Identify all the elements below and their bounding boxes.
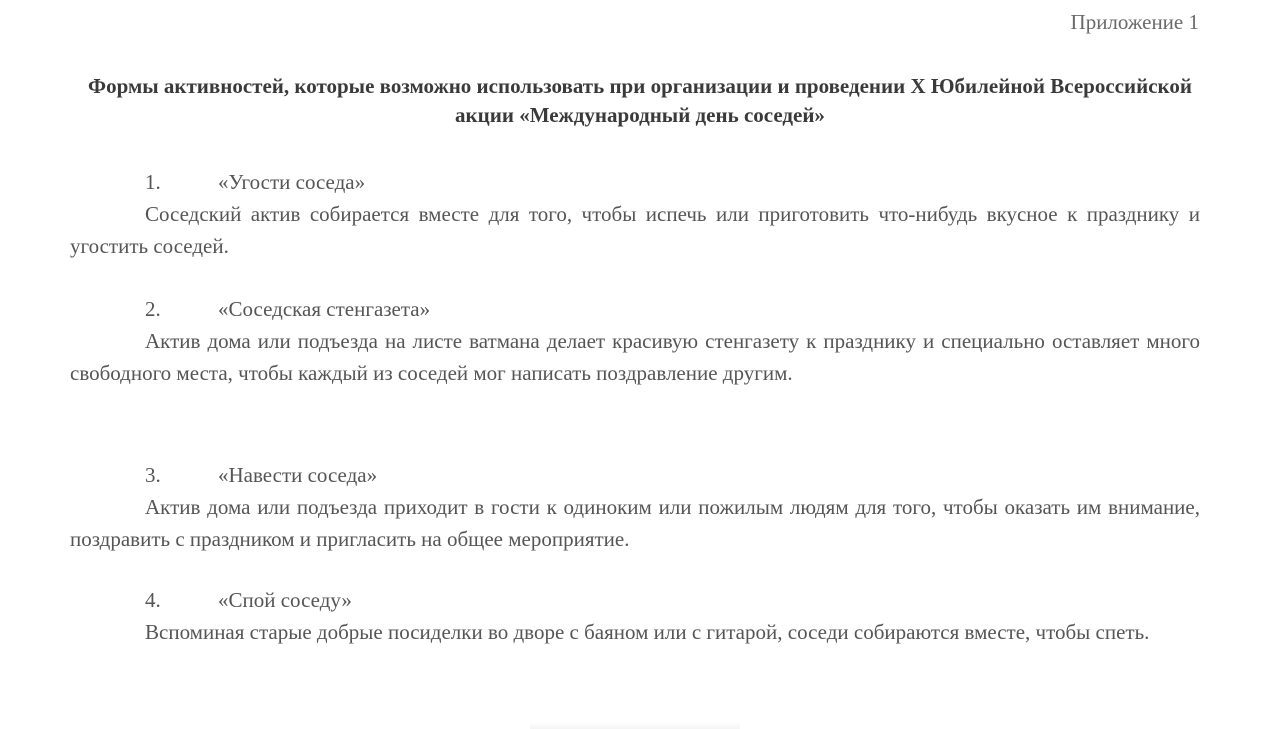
section-number: 4. xyxy=(145,588,161,612)
section-title: «Соседская стенгазета» xyxy=(218,297,431,321)
section-text: Актив дома или подъезда на листе ватмана делает красивую стенгазету к празднику и специально оставляет много свободного места, чтобы каждый из соседей мог написать поздравление другим. xyxy=(70,329,1200,385)
document-title: Формы активностей, которые возможно использовать при организации и проведении X Юбилейной Всероссийской акции «Международный день соседей» xyxy=(88,74,1192,127)
section-title: «Спой соседу» xyxy=(218,588,352,612)
appendix-label: Приложение 1 xyxy=(1070,10,1199,34)
section-heading xyxy=(145,588,352,613)
section-text: Актив дома или подъезда приходит в гости к одиноким или пожилым людям для того, чтобы оказать им внимание, поздравить с праздником и пригласить на общее мероприятие. xyxy=(70,495,1200,551)
section-heading xyxy=(145,463,377,488)
section-number: 1. xyxy=(145,170,161,194)
section-number: 2. xyxy=(145,297,161,321)
section-heading xyxy=(145,297,430,322)
scan-edge-mark xyxy=(530,722,740,729)
section-text: Соседский актив собирается вместе для того, чтобы испечь или приготовить что-нибудь вкусное к празднику и угостить соседей. xyxy=(70,202,1200,258)
section-title: «Навести соседа» xyxy=(218,463,378,487)
section-number: 3. xyxy=(145,463,161,487)
section-title: «Угости соседа» xyxy=(218,170,366,194)
section-heading xyxy=(145,170,365,195)
section-text: Вспоминая старые добрые посиделки во дворе с баяном или с гитарой, соседи собираются вместе, чтобы спеть. xyxy=(145,620,1150,644)
